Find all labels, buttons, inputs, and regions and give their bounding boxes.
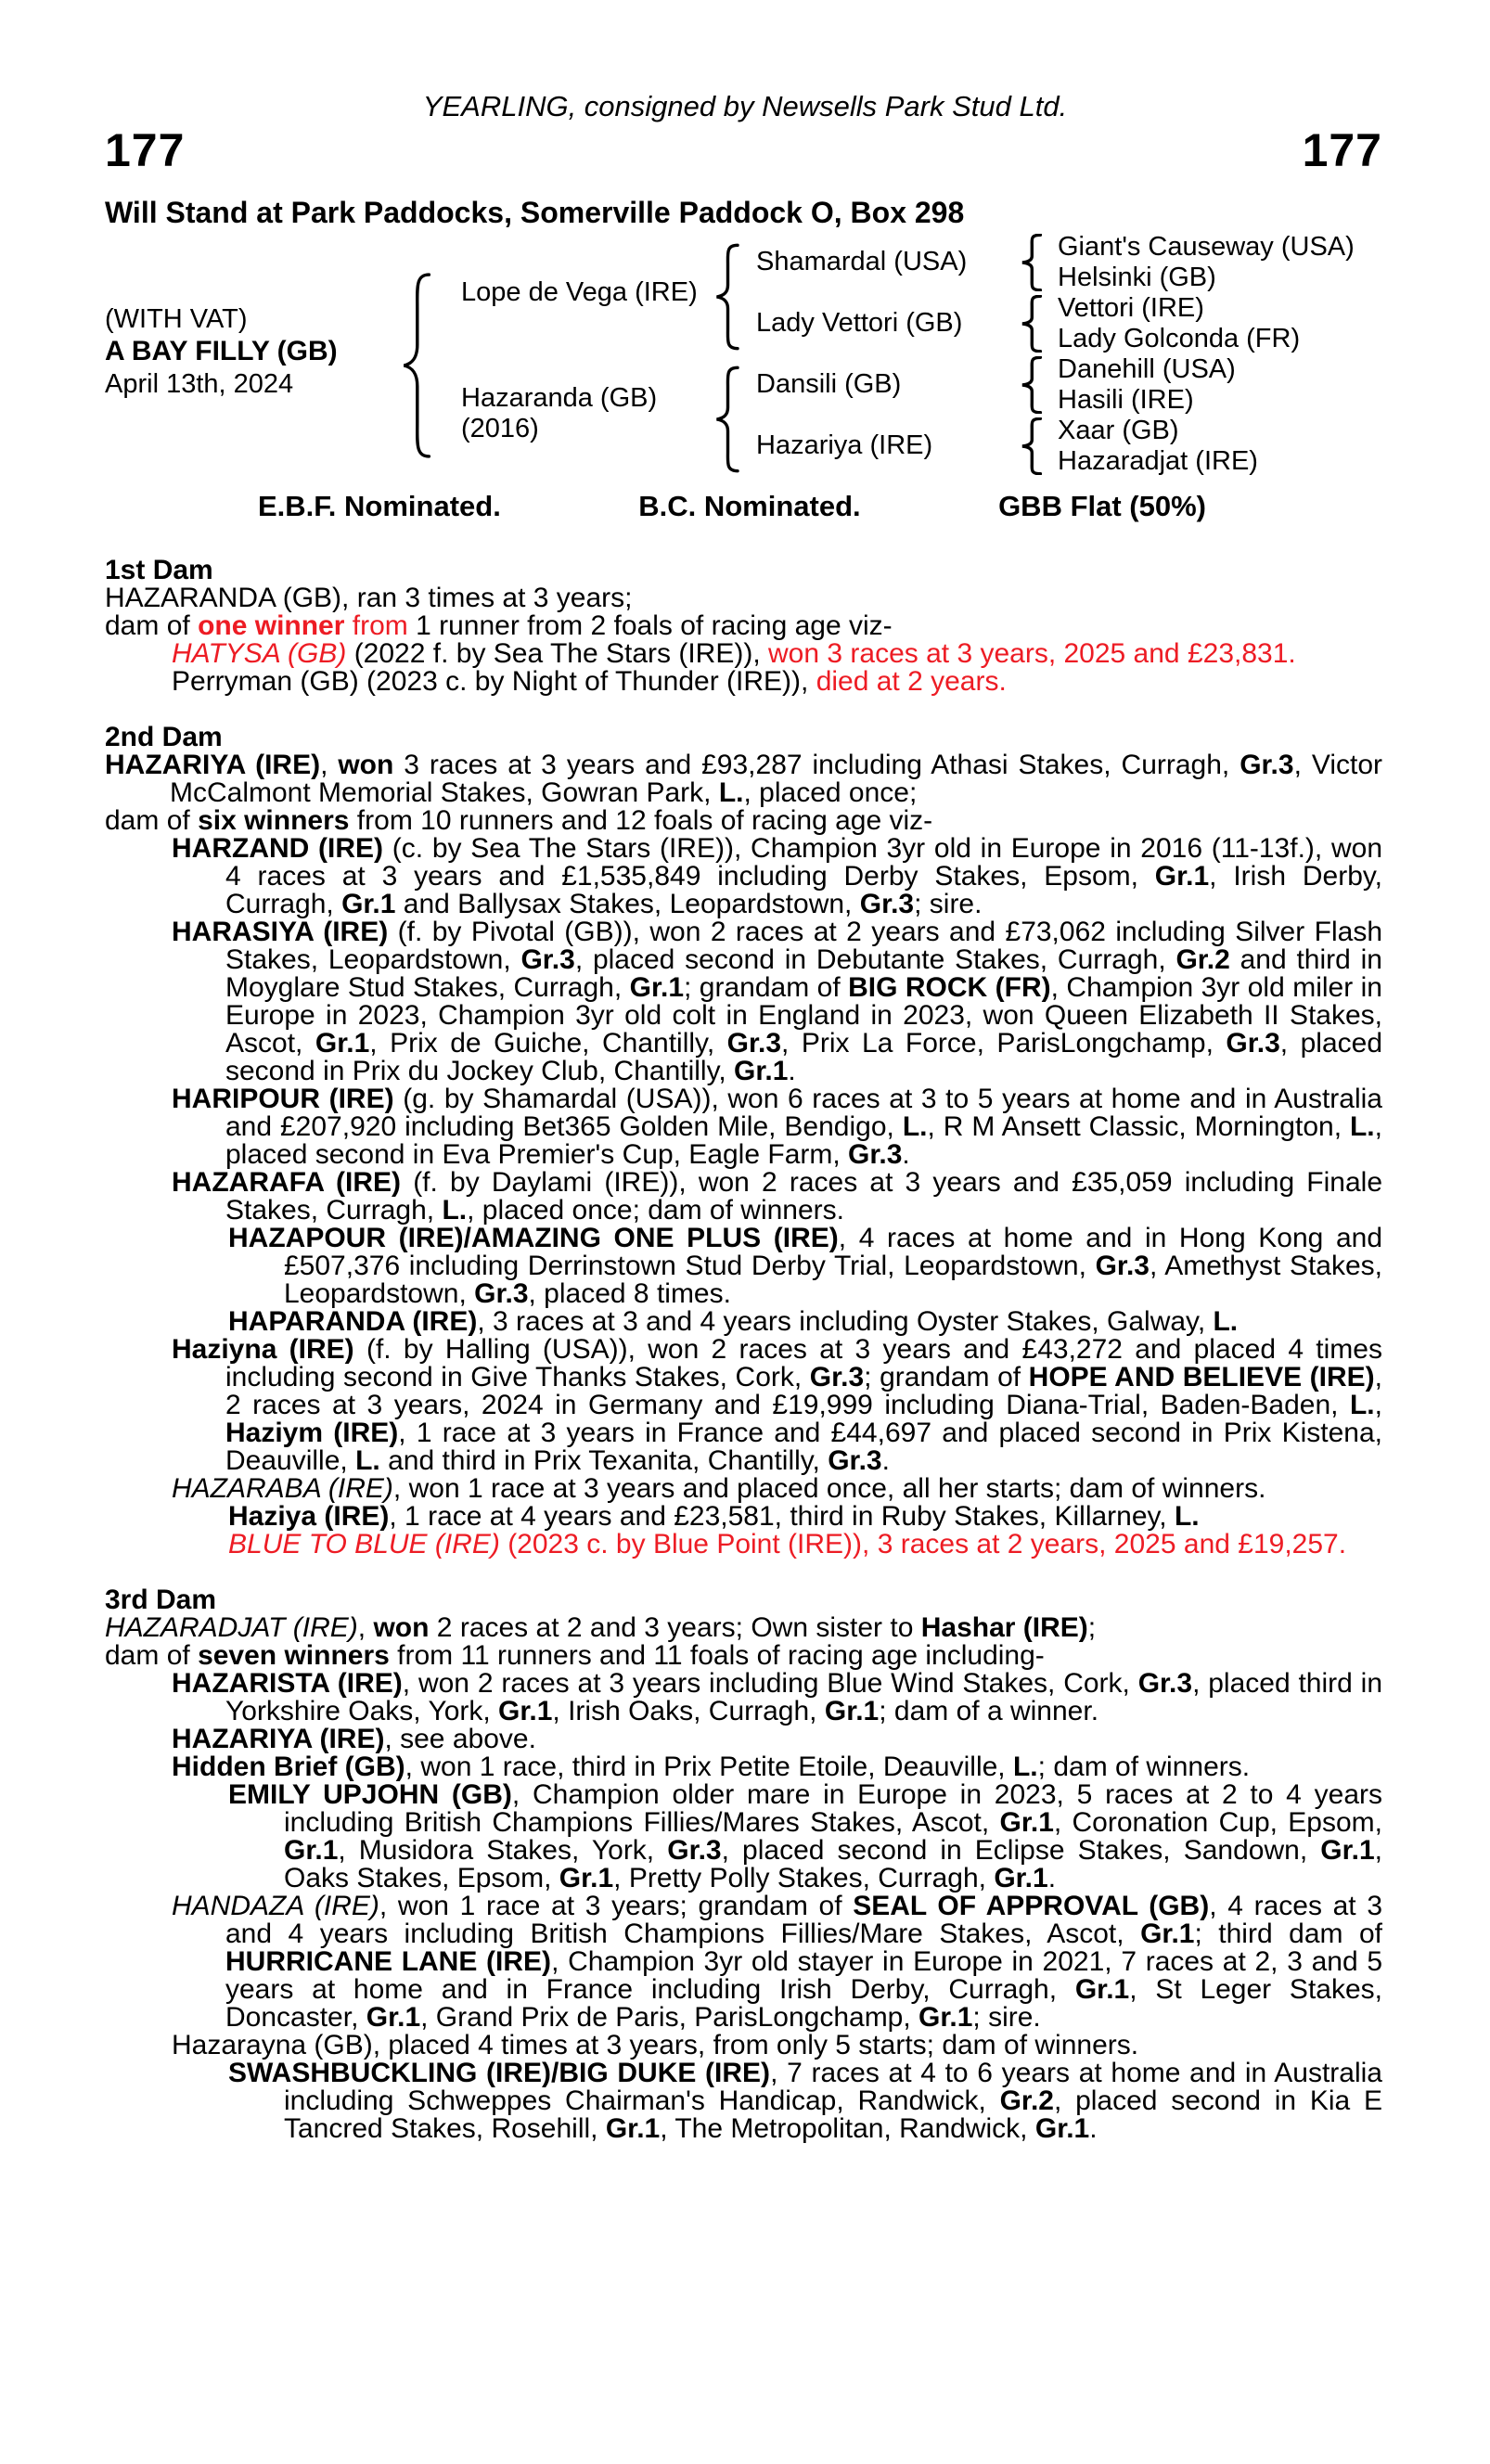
great-grandparent-8: Hazaradjat (IRE) bbox=[1058, 446, 1258, 476]
lot-number-row bbox=[0, 126, 1490, 176]
pedigree-paragraph: EMILY UPJOHN (GB), Champion older mare in Europe in 2023, 5 races at 2 to 4 years including British Champions Fillies/Mares Stakes, Ascot, Gr.1, Coronation Cup, Epsom, Gr.1, Musidora Stakes, York, Gr.3, placed second in Eclipse Stakes, Sandown, Gr.1, Oaks Stakes, Epsom, Gr.1, Pretty Polly Stakes, Curragh, Gr.1. bbox=[228, 1779, 1382, 1893]
dam-section bbox=[105, 557, 1382, 696]
lot-number-right: 177 bbox=[1302, 124, 1382, 176]
pedigree-paragraph: HARIPOUR (IRE) (g. by Shamardal (USA)), won 6 races at 3 to 5 years at home and in Australia and £207,920 including Bet365 Golden Mile, Bendigo, L., R M Ansett Classic, Mornington, L., placed second in Eva Premier's Cup, Eagle Farm, Gr.3. bbox=[172, 1084, 1382, 1170]
grandsire-dam-side: Dansili (GB) bbox=[756, 369, 902, 399]
pedigree-paragraph: dam of one winner from 1 runner from 2 foals of racing age viz- bbox=[105, 610, 893, 641]
great-grandparent-7: Xaar (GB) bbox=[1058, 416, 1179, 445]
pedigree-paragraph: dam of seven winners from 11 runners and 11 foals of racing age including- bbox=[105, 1640, 1045, 1671]
pedigree-brace-sd bbox=[1019, 295, 1043, 353]
pedigree-paragraph: Hidden Brief (GB), won 1 race, third in Prix Petite Etoile, Deauville, L.; dam of winners. bbox=[172, 1752, 1251, 1782]
pedigree-paragraph: HAZARIYA (IRE), won 3 races at 3 years and £93,287 including Athasi Stakes, Curragh, Gr.3, Victor McCalmont Memorial Stakes, Gowran Park, L., placed once; bbox=[105, 750, 1382, 808]
dam-name: Hazaranda (GB) bbox=[461, 383, 658, 413]
pedigree-paragraph: HAPARANDA (IRE), 3 races at 3 and 4 years including Oyster Stakes, Galway, L. bbox=[228, 1306, 1239, 1337]
great-grandparent-2: Helsinki (GB) bbox=[1058, 263, 1216, 292]
pedigree-paragraph: HARZAND (IRE) (c. by Sea The Stars (IRE)), Champion 3yr old in Europe in 2016 (11-13f.), won 4 races at 3 years and £1,535,849 including Derby Stakes, Epsom, Gr.1, Irish Derby, Curragh, Gr.1 and Ballysax Stakes, Leopardstown, Gr.3; sire. bbox=[172, 833, 1383, 919]
pedigree-paragraph: SWASHBUCKLING (IRE)/BIG DUKE (IRE), 7 races at 4 to 6 years at home and in Australia including Schweppes Chairman's Handicap, Randwick, Gr.2, placed second in Kia E Tancred Stakes, Rosehill, Gr.1, The Metropolitan, Randwick, Gr.1. bbox=[228, 2058, 1382, 2144]
great-grandparent-1: Giant's Causeway (USA) bbox=[1058, 232, 1355, 262]
pedigree-brace-dam bbox=[713, 366, 740, 473]
pedigree-paragraph: HAZAPOUR (IRE)/AMAZING ONE PLUS (IRE), 4 races at home and in Hong Kong and £507,376 including Derrinstown Stud Derby Trial, Leopardstown, Gr.3, Amethyst Stakes, Leopardstown, Gr.3, placed 8 times. bbox=[228, 1223, 1383, 1309]
vat-note: (WITH VAT) bbox=[105, 304, 248, 334]
pedigree-paragraph: HAZARIYA (IRE), see above. bbox=[172, 1724, 536, 1754]
pedigree-brace-main bbox=[399, 271, 432, 460]
pedigree-brace-ss bbox=[1019, 234, 1043, 291]
pedigree-paragraph: HARASIYA (IRE) (f. by Pivotal (GB)), won 2 races at 2 years and £73,062 including Silver Flash Stakes, Leopardstown, Gr.3, placed second in Debutante Stakes, Curragh, Gr.2 and third in Moyglare Stud Stakes, Curragh, Gr.1; grandam of BIG ROCK (FR), Champion 3yr old miler in Europe in 2023, Champion 3yr old colt in England in 2023, won Queen Elizabeth II Stakes, Ascot, Gr.1, Prix de Guiche, Chantilly, Gr.3, Prix La Force, ParisLongchamp, Gr.3, placed second in Prix du Jockey Club, Chantilly, Gr.1. bbox=[172, 917, 1383, 1086]
pedigree-text-sections bbox=[0, 557, 1490, 2143]
section-heading: 3rd Dam bbox=[105, 1585, 217, 1615]
pedigree-paragraph: HATYSA (GB) (2022 f. by Sea The Stars (IRE)), won 3 races at 3 years, 2025 and £23,831. bbox=[172, 638, 1296, 669]
granddam-dam-side: Hazariya (IRE) bbox=[756, 430, 933, 460]
great-grandparent-6: Hasili (IRE) bbox=[1058, 385, 1194, 415]
horse-name: A BAY FILLY (GB) bbox=[105, 336, 338, 366]
nominations-row bbox=[0, 490, 1490, 523]
great-grandparent-3: Vettori (IRE) bbox=[1058, 293, 1204, 323]
pedigree-paragraph: HAZARAFA (IRE) (f. by Daylami (IRE)), won 2 races at 3 years and £35,059 including Finale Stakes, Curragh, L., placed once; dam of winners. bbox=[172, 1167, 1383, 1226]
dam-section bbox=[105, 724, 1382, 1559]
granddam-sire-side: Lady Vettori (GB) bbox=[756, 308, 963, 338]
great-grandparent-4: Lady Golconda (FR) bbox=[1058, 324, 1301, 353]
great-grandparent-5: Danehill (USA) bbox=[1058, 354, 1236, 384]
pedigree-paragraph: Haziya (IRE), 1 race at 4 years and £23,581, third in Ruby Stakes, Killarney, L. bbox=[228, 1501, 1200, 1532]
section-heading: 1st Dam bbox=[105, 555, 213, 585]
pedigree-tree bbox=[0, 230, 1490, 482]
grandsire-sire-side: Shamardal (USA) bbox=[756, 247, 968, 276]
stand-location-line: Will Stand at Park Paddocks, Somerville Paddock O, Box 298 bbox=[105, 196, 965, 229]
pedigree-paragraph: BLUE TO BLUE (IRE) (2023 c. by Blue Point (IRE)), 3 races at 2 years, 2025 and £19,257. bbox=[228, 1529, 1347, 1559]
nomination-bc: B.C. Nominated. bbox=[638, 490, 861, 522]
dam-section bbox=[105, 1586, 1382, 2143]
sire-name: Lope de Vega (IRE) bbox=[461, 277, 698, 307]
section-heading: 2nd Dam bbox=[105, 722, 223, 752]
pedigree-brace-dd bbox=[1019, 417, 1043, 475]
pedigree-paragraph: HAZARABA (IRE), won 1 race at 3 years and placed once, all her starts; dam of winners. bbox=[172, 1473, 1266, 1504]
pedigree-paragraph: Perryman (GB) (2023 c. by Night of Thunder (IRE)), died at 2 years. bbox=[172, 666, 1007, 697]
pedigree-paragraph: HAZARISTA (IRE), won 2 races at 3 years including Blue Wind Stakes, Cork, Gr.3, placed third in Yorkshire Oaks, York, Gr.1, Irish Oaks, Curragh, Gr.1; dam of a winner. bbox=[172, 1668, 1382, 1726]
foaling-date: April 13th, 2024 bbox=[105, 369, 294, 399]
nomination-ebf: E.B.F. Nominated. bbox=[258, 490, 501, 522]
pedigree-paragraph: HAZARANDA (GB), ran 3 times at 3 years; bbox=[105, 583, 633, 613]
pedigree-paragraph: HANDAZA (IRE), won 1 race at 3 years; grandam of SEAL OF APPROVAL (GB), 4 races at 3 and 4 years including British Champions Fillies/Mare Stakes, Ascot, Gr.1; third dam of HURRICANE LANE (IRE), Champion 3yr old stayer in Europe in 2021, 7 races at 2, 3 and 5 years at home and in France including Irish Derby, Curragh, Gr.1, St Leger Stakes, Doncaster, Gr.1, Grand Prix de Paris, ParisLongchamp, Gr.1; sire. bbox=[172, 1891, 1383, 2033]
dam-year: (2016) bbox=[461, 414, 539, 443]
page-title: YEARLING, consigned by Newsells Park Stud Ltd. bbox=[422, 90, 1068, 122]
pedigree-paragraph: Haziyna (IRE) (f. by Halling (USA)), won 2 races at 3 years and £43,272 and placed 4 times including second in Give Thanks Stakes, Cork, Gr.3; grandam of HOPE AND BELIEVE (IRE), 2 races at 3 years, 2024 in Germany and £19,999 including Diana-Trial, Baden-Baden, L., Haziym (IRE), 1 race at 3 years in France and £44,697 and placed second in Prix Kistena, Deauville, L. and third in Prix Texanita, Chantilly, Gr.3. bbox=[172, 1334, 1383, 1476]
pedigree-brace-sire bbox=[713, 243, 740, 351]
pedigree-paragraph: HAZARADJAT (IRE), won 2 races at 2 and 3 years; Own sister to Hashar (IRE); bbox=[105, 1612, 1097, 1643]
nomination-gbb: GBB Flat (50%) bbox=[998, 490, 1206, 522]
pedigree-paragraph: dam of six winners from 10 runners and 12 foals of racing age viz- bbox=[105, 805, 933, 836]
pedigree-brace-ds bbox=[1019, 356, 1043, 414]
lot-number-left: 177 bbox=[105, 124, 186, 176]
pedigree-paragraph: Hazarayna (GB), placed 4 times at 3 years, from only 5 starts; dam of winners. bbox=[172, 2030, 1139, 2060]
